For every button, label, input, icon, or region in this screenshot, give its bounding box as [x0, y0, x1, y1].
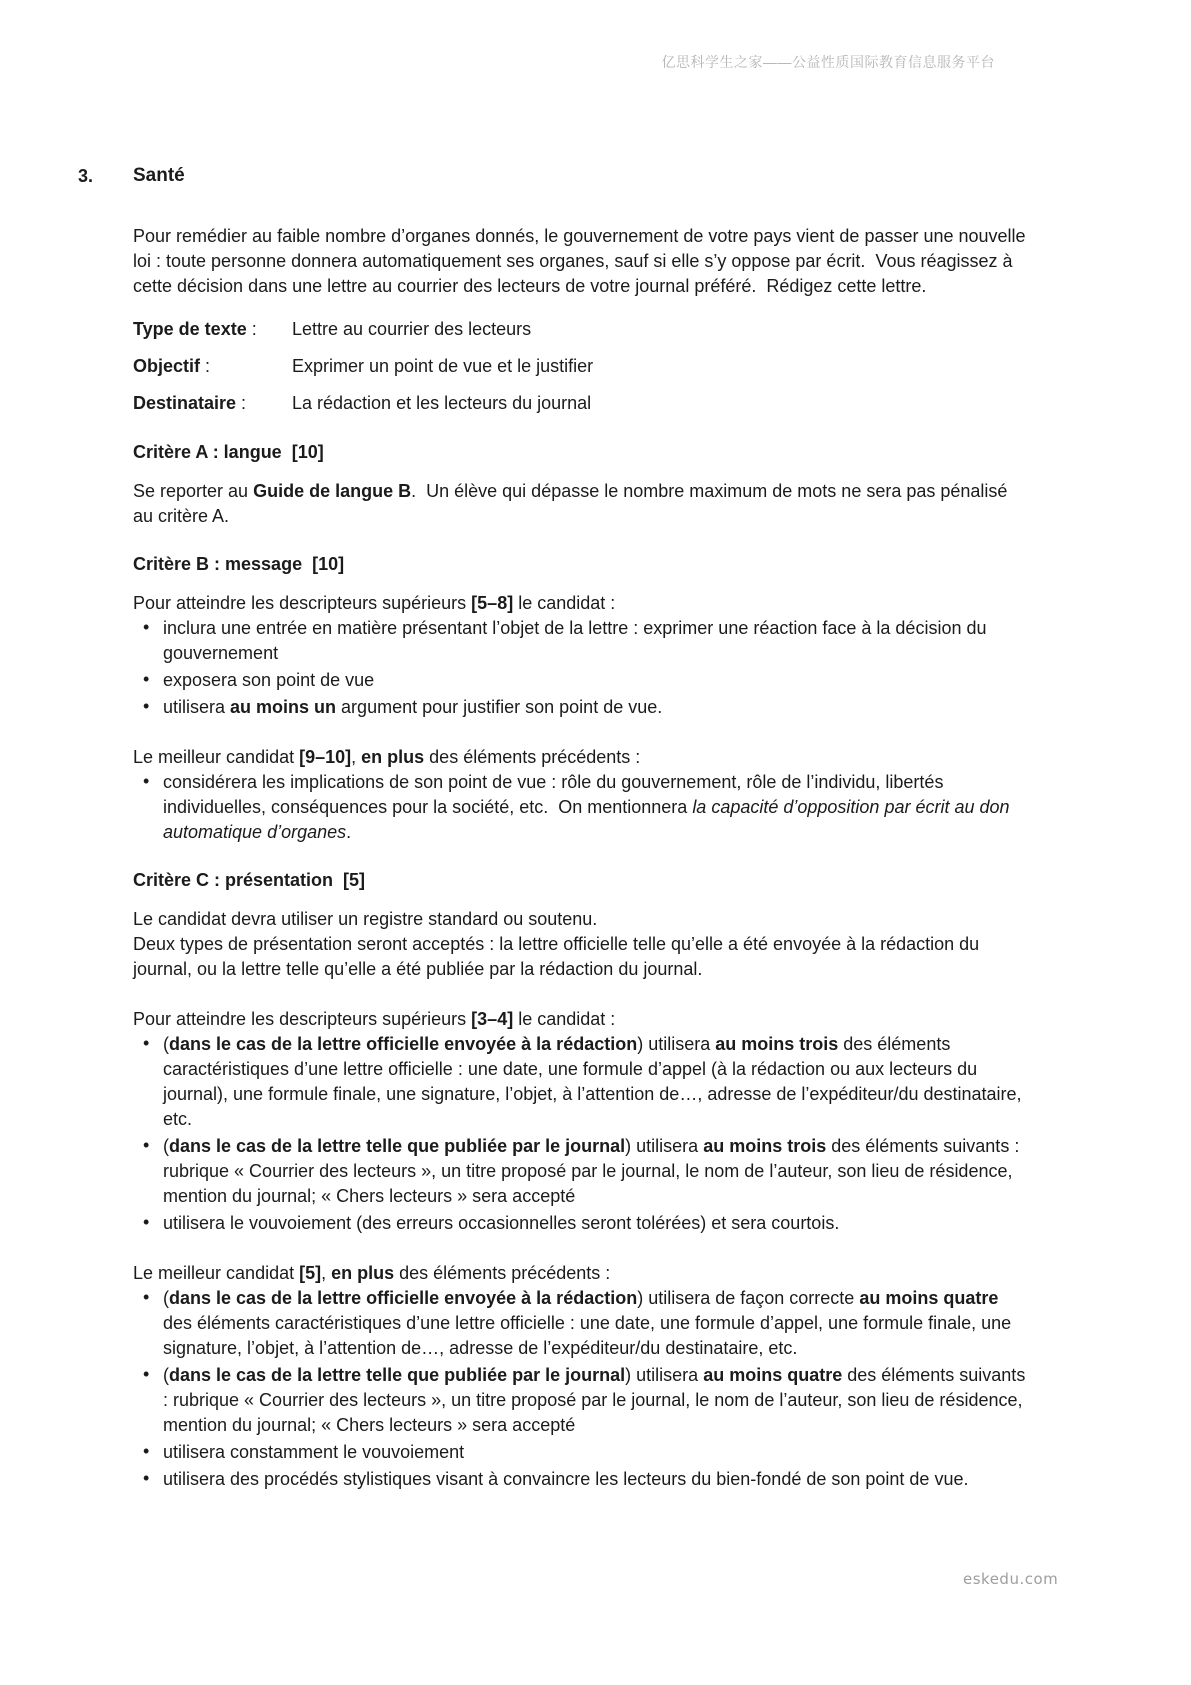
text-segment: [9–10] [299, 747, 352, 767]
text-segment: au moins trois [703, 1136, 827, 1156]
text-segment: Pour atteindre les descripteurs supérieurs [133, 1009, 472, 1029]
text-segment: . Un élève qui dépasse le nombre maximum de mots ne sera pas pénalisé au critère A. [133, 481, 1013, 526]
text-segment: utilisera constamment le vouvoiement [163, 1442, 465, 1462]
text-segment: ) utilisera [625, 1136, 704, 1156]
text-segment: Pour atteindre les descripteurs supérieurs [133, 593, 472, 613]
bullet-item [133, 770, 1027, 845]
bullet-item [133, 1134, 1027, 1209]
text-segment: des éléments suivants : rubrique « Courrier des lecteurs », un titre proposé par le journal, le nom de l’auteur, son lieu de résidence, mention du journal; « Chers lecteurs » sera accepté [163, 1136, 1025, 1206]
meta-label-text: Destinataire [133, 393, 237, 413]
bullet-item [133, 695, 1027, 720]
text-segment: Le meilleur candidat [133, 747, 300, 767]
text-segment: dans le cas de la lettre officielle envoyée à la rédaction [169, 1034, 638, 1054]
text-segment: dans le cas de la lettre telle que publiée par le journal [169, 1365, 626, 1385]
bullet-item [133, 1032, 1027, 1132]
meta-row-recipient [133, 391, 1027, 416]
text-segment: au moins quatre [859, 1288, 999, 1308]
criterion-b-heading: Critère B : message [10] [133, 554, 345, 574]
text-segment: la capacité d’opposition par écrit au don automatique d’organes [163, 797, 1015, 842]
text-segment: dans le cas de la lettre officielle envoyée à la rédaction [169, 1288, 638, 1308]
meta-row-objective [133, 354, 1027, 379]
meta-row-type [133, 317, 1027, 342]
criterion-c-intro-upper [133, 1007, 1027, 1032]
bullet-item [133, 1467, 1027, 1492]
text-segment: dans le cas de la lettre telle que publiée par le journal [169, 1136, 626, 1156]
text-segment: [3–4] [471, 1009, 514, 1029]
text-segment: [5–8] [471, 593, 514, 613]
text-segment: des éléments précédents : [424, 747, 641, 767]
criterion-a-body [133, 479, 1027, 529]
text-segment: [5] [299, 1263, 322, 1283]
text-segment: Se reporter au [133, 481, 254, 501]
meta-value: Exprimer un point de vue et le justifier [292, 356, 594, 376]
criterion-b-upper-list [133, 616, 1027, 720]
text-segment: des éléments caractéristiques d’une lettre officielle : une date, une formule d’appel, une formule finale, une signature, l’objet, à l’attention de…, adresse de l’expéditeur/du destinataire, etc. [163, 1288, 1017, 1358]
text-segment: argument pour justifier son point de vue. [336, 697, 663, 717]
text-segment: le candidat : [513, 593, 616, 613]
bullet-item [133, 616, 1027, 666]
meta-label [133, 391, 292, 416]
bullet-item [133, 668, 1027, 693]
bullet-item [133, 1440, 1027, 1465]
meta-label-text: Type de texte [133, 319, 247, 339]
task-title: Santé [133, 165, 185, 186]
text-segment: considérera les implications de son point de vue : rôle du gouvernement, rôle de l’individu, libertés individuelles, conséquences pour la société, etc. On mentionnera [163, 772, 949, 817]
text-segment: des éléments caractéristiques d’une lettre officielle : une date, une formule d’appel (à la rédaction ou aux lecteurs du journal), une formule finale, une signature, l’objet, à l’attention de…, adresse de l’expéditeur/du destinataire, etc. [163, 1034, 1027, 1129]
text-segment: des éléments suivants : rubrique « Courrier des lecteurs », un titre proposé par le journal, le nom de l’auteur, son lieu de résidence, mention du journal; « Chers lecteurs » sera accepté [163, 1365, 1031, 1435]
criterion-c-best-list [133, 1286, 1031, 1492]
task-meta-block [133, 317, 1027, 416]
text-segment: . [346, 822, 352, 842]
text-segment: , [321, 1263, 332, 1283]
meta-label [133, 317, 292, 342]
task-heading-row [78, 165, 1027, 187]
text-segment: le candidat : [513, 1009, 616, 1029]
meta-label [133, 354, 292, 379]
text-segment: ( [163, 1365, 169, 1385]
text-segment: Guide de langue B [253, 481, 412, 501]
bullet-item [133, 1286, 1027, 1361]
text-segment: utilisera des procédés stylistiques visant à convaincre les lecteurs du bien-fondé de son point de vue. [163, 1469, 969, 1489]
text-segment: utilisera le vouvoiement (des erreurs occasionnelles seront tolérées) et sera courtois. [163, 1213, 840, 1233]
header-site-note: 亿思科学生之家——公益性质国际教育信息服务平台 [661, 54, 995, 70]
meta-colon: : [200, 356, 211, 376]
text-segment: au moins un [230, 697, 337, 717]
footer-watermark: eskedu.com [963, 1570, 1059, 1588]
text-segment: utilisera [163, 697, 231, 717]
text-segment: ) utilisera [637, 1034, 716, 1054]
meta-value: Lettre au courrier des lecteurs [292, 319, 532, 339]
text-segment: ( [163, 1136, 169, 1156]
meta-colon: : [246, 319, 257, 339]
meta-value: La rédaction et les lecteurs du journal [292, 393, 592, 413]
criterion-c-heading: Critère C : présentation [5] [133, 870, 366, 890]
criterion-b-intro-upper [133, 591, 1027, 616]
text-segment: exposera son point de vue [163, 670, 375, 690]
criterion-c-presentation-paragraph: Deux types de présentation seront acceptés : la lettre officielle telle qu’elle a été envoyée à la rédaction du journal, ou la lettre telle qu’elle a été publiée par la rédaction du journal. [133, 934, 985, 979]
task-number: 3. [78, 166, 94, 186]
text-segment: au moins quatre [703, 1365, 843, 1385]
document-content [0, 165, 1191, 1492]
meta-colon: : [236, 393, 247, 413]
text-segment: ( [163, 1288, 169, 1308]
text-segment: en plus [361, 747, 425, 767]
text-segment: , [351, 747, 362, 767]
text-segment: ) utilisera [625, 1365, 704, 1385]
criterion-c-upper-list [133, 1032, 1027, 1236]
criterion-b-intro-best [133, 745, 1027, 770]
bullet-item [133, 1211, 1027, 1236]
bullet-item [133, 1363, 1031, 1438]
text-segment: Le meilleur candidat [133, 1263, 300, 1283]
task-intro-paragraph: Pour remédier au faible nombre d’organes donnés, le gouvernement de votre pays vient de passer une nouvelle loi : toute personne donnera automatiquement ses organes, sauf si elle s’y oppose par écrit. Vous réagissez à cette décision dans une lettre au courrier des lecteurs de votre journal préféré. Rédigez cette lettre. [133, 226, 1031, 296]
text-segment: au moins trois [715, 1034, 839, 1054]
text-segment: ) utilisera de façon correcte [637, 1288, 860, 1308]
criterion-a-heading: Critère A : langue [10] [133, 442, 324, 462]
text-segment: inclura une entrée en matière présentant l’objet de la lettre : exprimer une réaction face à la décision du gouvernement [163, 618, 992, 663]
text-segment: ( [163, 1034, 169, 1054]
criterion-b-best-list [133, 770, 1027, 845]
text-segment: des éléments précédents : [394, 1263, 611, 1283]
meta-label-text: Objectif [133, 356, 201, 376]
text-segment: en plus [331, 1263, 395, 1283]
criterion-c-intro-best [133, 1261, 1027, 1286]
criterion-c-register-paragraph: Le candidat devra utiliser un registre standard ou soutenu. [133, 909, 598, 929]
